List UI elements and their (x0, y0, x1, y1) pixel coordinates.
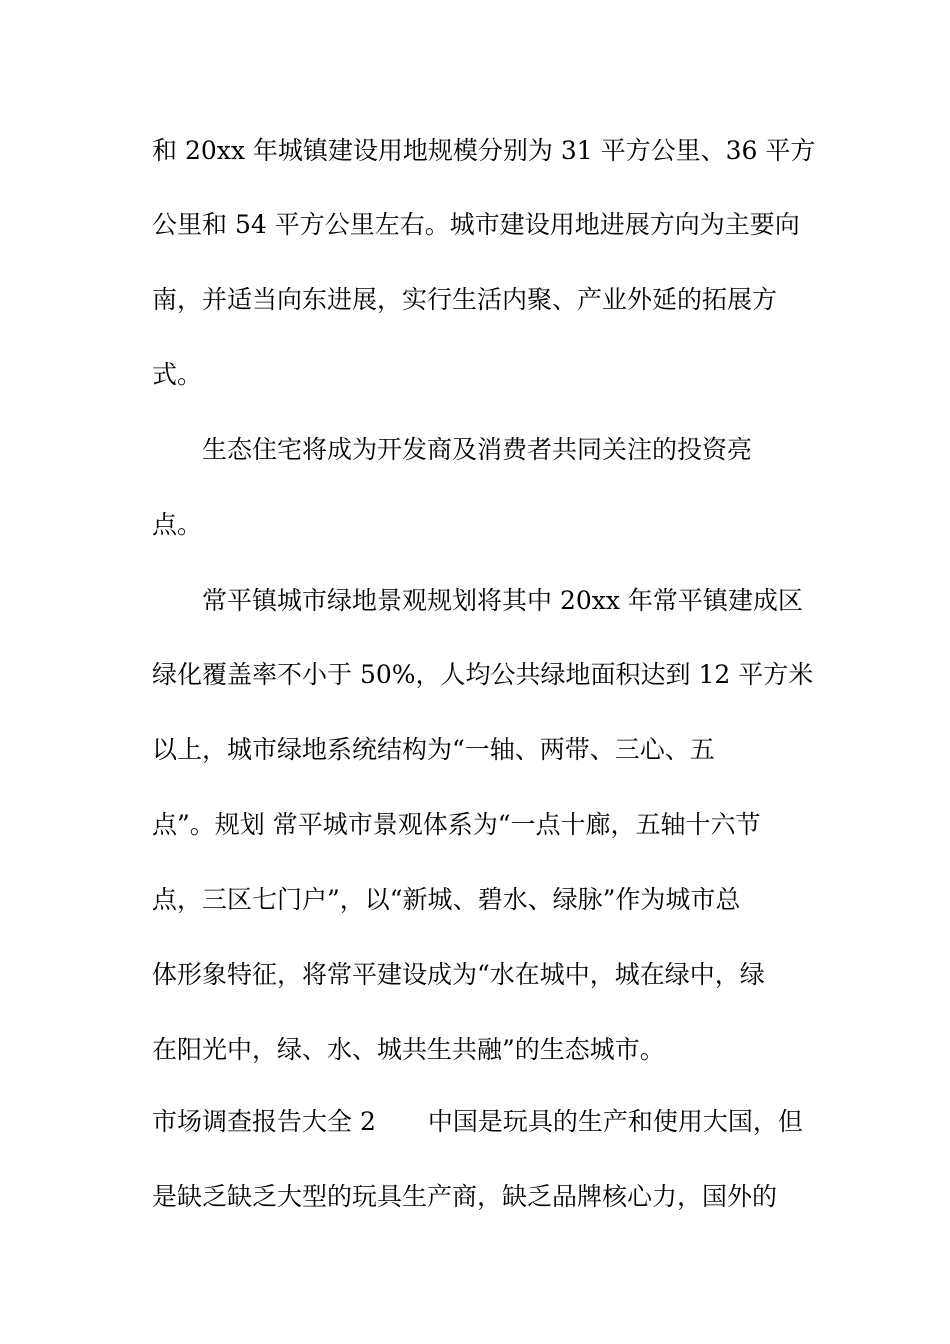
paragraph-line: 和 20xx 年城镇建设用地规模分别为 31 平方公里、36 平方 (152, 136, 816, 165)
section-title: 市场调查报告大全 2 (152, 1107, 376, 1136)
paragraph-line: 点”。规划 常平城市景观体系为“一点十廊，五轴十六节 (152, 810, 761, 839)
paragraph-line: 生态住宅将成为开发商及消费者共同关注的投资亮 (202, 435, 753, 464)
paragraph-line: 是缺乏缺乏大型的玩具生产商，缺乏品牌核心力，国外的 (152, 1182, 778, 1211)
paragraph-line: 公里和 54 平方公里左右。城市建设用地进展方向为主要向 (152, 210, 800, 239)
section-heading-line (152, 1107, 803, 1137)
paragraph-line: 以上，城市绿地系统结构为“一轴、两带、三心、五 (152, 735, 715, 764)
paragraph-line: 常平镇城市绿地景观规划将其中 20xx 年常平镇建成区 (202, 586, 803, 615)
paragraph-line: 式。 (152, 360, 203, 389)
paragraph-line: 南，并适当向东进展，实行生活内聚、产业外延的拓展方 (152, 285, 778, 314)
paragraph-line: 在阳光中，绿、水、城共生共融”的生态城市。 (152, 1035, 665, 1064)
section-first-line: 中国是玩具的生产和使用大国，但 (427, 1107, 803, 1136)
paragraph-line: 体形象特征，将常平建设成为“水在城中，城在绿中，绿 (152, 960, 765, 989)
paragraph-line: 点。 (152, 510, 203, 539)
paragraph-line: 点，三区七门户”，以“新城、碧水、绿脉”作为城市总 (152, 885, 741, 914)
paragraph-line: 绿化覆盖率不小于 50%，人均公共绿地面积达到 12 平方米 (152, 660, 814, 689)
